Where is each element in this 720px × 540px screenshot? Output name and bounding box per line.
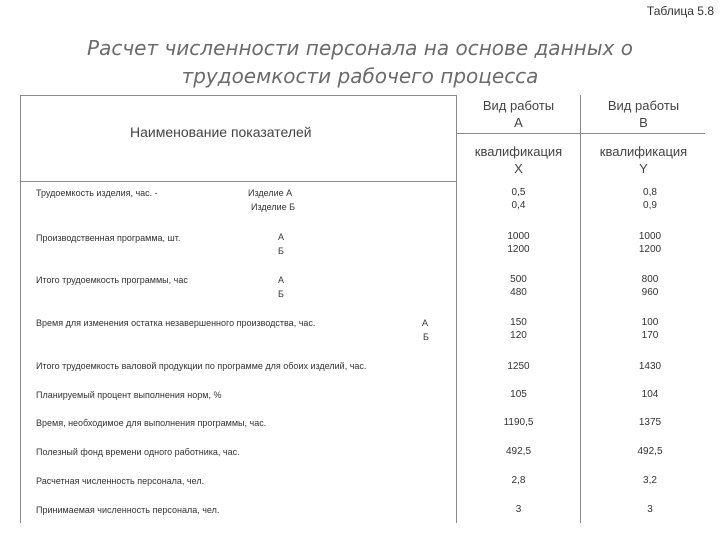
value-b-1: 100	[641, 317, 659, 328]
row-label-wip-change: Время для изменения остатка незавершенного производства, час.	[36, 318, 316, 328]
wip-change-a	[457, 316, 580, 342]
row-label-production-program: Производственная программа, шт.	[36, 233, 181, 243]
left-border	[20, 95, 21, 523]
value-a-2: 480	[510, 287, 527, 298]
total-program-labor-b	[581, 273, 719, 299]
work-type-b-code: В	[639, 115, 648, 130]
row-sub-b: Б	[423, 332, 429, 342]
row-label-accepted-headcount: Принимаемая численность персонала, чел.	[36, 505, 220, 515]
value-b-2: 170	[641, 330, 659, 341]
qualification-x-label: квалификация	[474, 144, 563, 159]
table-number: Таблица 5.8	[646, 4, 714, 18]
header-bottom-border	[20, 181, 456, 182]
production-program-a	[457, 230, 580, 256]
title-line-2: трудоемкости рабочего процесса	[181, 64, 539, 88]
row-label-required-time: Время, необходимое для выполнения программы, час.	[36, 418, 267, 428]
row-label-useful-time-fund: Полезный фонд времени одного работника, час.	[36, 447, 240, 457]
value-a-1: 0,5	[511, 187, 526, 198]
row-label-gross-output-labor: Итого трудоемкость валовой продукции по программе для обоих изделий, час.	[36, 361, 367, 371]
work-type-a-header	[457, 97, 580, 131]
value-b-1: 1000	[638, 231, 662, 242]
value-a-2: 0,4	[511, 200, 526, 211]
document-title	[0, 34, 720, 90]
header-top-border	[20, 95, 456, 96]
work-type-a-label: Вид работы	[482, 98, 555, 113]
name-column-header: Наименование показателей	[130, 124, 312, 140]
total-program-labor-a	[457, 273, 580, 299]
row-sub-a: А	[422, 318, 429, 328]
norm-fulfillment-b: 104	[641, 389, 659, 400]
value-a-1: 1000	[507, 231, 530, 242]
qualification-y-label: квалификация	[599, 144, 688, 159]
accepted-headcount-a: 3	[515, 504, 522, 515]
row-sub-a: А	[278, 275, 285, 285]
row-sub-a: А	[278, 232, 285, 242]
value-b-2: 960	[641, 287, 659, 298]
value-b-1: 0,8	[643, 187, 657, 198]
labor-intensity-b	[581, 186, 719, 212]
row-label-labor-intensity: Трудоемкость изделия, час. -	[36, 188, 158, 198]
required-time-b: 1375	[638, 417, 662, 428]
useful-time-fund-b: 492,5	[637, 446, 663, 457]
qualification-y-header	[581, 143, 706, 177]
qualification-y-code: Y	[639, 161, 648, 176]
work-type-b-label: Вид работы	[607, 98, 680, 113]
staffing-table	[20, 95, 706, 525]
header-mid-line	[457, 133, 705, 134]
value-a-1: 150	[510, 317, 527, 328]
value-a-2: 1200	[507, 244, 530, 255]
row-sub-product-a: Изделие А	[248, 188, 293, 198]
row-label-calculated-headcount: Расчетная численность персонала, чел.	[36, 476, 205, 486]
row-label-total-program-labor: Итого трудоемкость программы, час	[36, 275, 188, 285]
value-b-1: 800	[641, 274, 659, 285]
title-line-1: Расчет численности персонала на основе данных о	[87, 36, 633, 60]
row-label-norm-fulfillment: Планируемый процент выполнения норм, %	[36, 390, 222, 400]
row-sub-b: Б	[278, 246, 284, 256]
accepted-headcount-b: 3	[647, 504, 653, 515]
wip-change-b	[581, 316, 719, 342]
row-sub-b: Б	[278, 289, 284, 299]
calculated-headcount-b: 3,2	[643, 475, 657, 486]
qualification-x-header	[457, 143, 580, 177]
useful-time-fund-a: 492,5	[505, 446, 532, 457]
row-sub-product-b: Изделие Б	[251, 202, 296, 212]
required-time-a: 1190,5	[503, 417, 534, 428]
qualification-x-code: Х	[514, 161, 523, 176]
production-program-b	[581, 230, 719, 256]
value-b-2: 0,9	[643, 200, 657, 211]
work-type-b-header	[581, 97, 706, 131]
labor-intensity-a	[457, 186, 580, 212]
value-a-1: 500	[510, 274, 527, 285]
work-type-a-code: А	[514, 115, 523, 130]
norm-fulfillment-a: 105	[510, 389, 527, 400]
gross-output-labor-a: 1250	[507, 361, 530, 372]
calculated-headcount-a: 2,8	[511, 475, 526, 486]
value-a-2: 120	[510, 330, 527, 341]
gross-output-labor-b: 1430	[638, 361, 662, 372]
value-b-2: 1200	[638, 244, 662, 255]
